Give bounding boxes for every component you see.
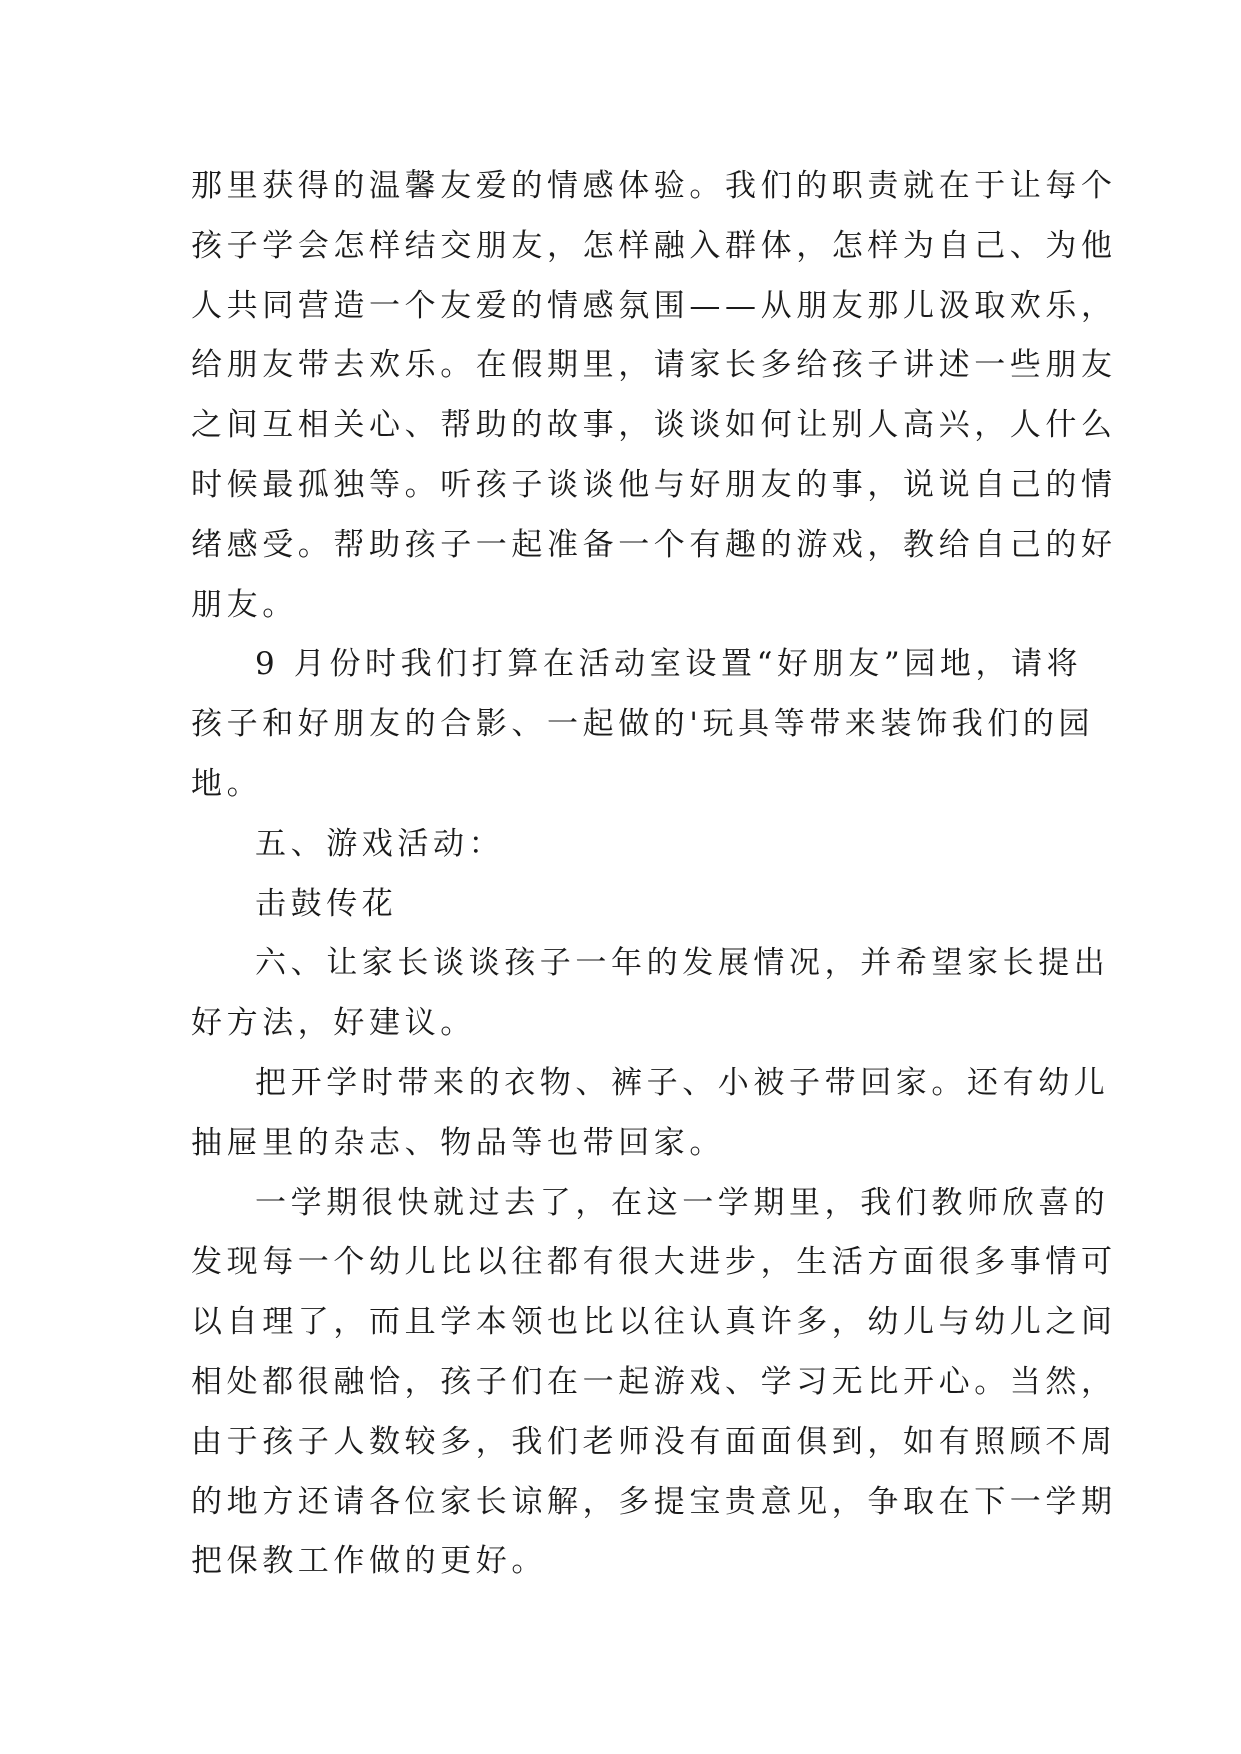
text-line: 时候最孤独等。听孩子谈谈他与好朋友的事，说说自己的情 bbox=[191, 466, 1117, 503]
text-line: 把保教工作做的更好。 bbox=[191, 1543, 547, 1580]
text-line: 那里获得的温馨友爱的情感体验。我们的职责就在于让每个 bbox=[191, 168, 1117, 204]
text-line: 孩子学会怎样结交朋友，怎样融入群体，怎样为自己、为他 bbox=[191, 227, 1117, 264]
text-line: 之间互相关心、帮助的故事，谈谈如何让别人高兴，人什么 bbox=[191, 407, 1117, 444]
text-line: 好方法，好建议。 bbox=[191, 1005, 476, 1042]
section-heading: 五、游戏活动： bbox=[255, 825, 505, 862]
text-line: 朋友。 bbox=[191, 586, 298, 623]
text-line: 发现每一个幼儿比以往都有很大进步，生活方面很多事情可 bbox=[191, 1244, 1117, 1281]
text-line: 抽屉里的杂志、物品等也带回家。 bbox=[191, 1124, 725, 1161]
paragraph-start-line: 一学期很快就过去了，在这一学期里，我们教师欣喜的 bbox=[255, 1184, 1110, 1221]
paragraph-start-line: 9 月份时我们打算在活动室设置“好朋友”园地，请将 bbox=[255, 646, 1083, 683]
document-body bbox=[191, 157, 1117, 1592]
text-line: 绪感受。帮助孩子一起准备一个有趣的游戏，教给自己的好 bbox=[191, 526, 1117, 563]
text-line: 人共同营造一个友爱的情感氛围——从朋友那儿汲取欢乐， bbox=[191, 287, 1117, 324]
text-line: 孩子和好朋友的合影、一起做的'玩具等带来装饰我们的园 bbox=[191, 706, 1095, 743]
text-line: 相处都很融恰，孩子们在一起游戏、学习无比开心。当然， bbox=[191, 1363, 1117, 1400]
text-line: 给朋友带去欢乐。在假期里，请家长多给孩子讲述一些朋友 bbox=[191, 347, 1117, 384]
paragraph-start-line: 把开学时带来的衣物、裤子、小被子带回家。还有幼儿 bbox=[255, 1064, 1110, 1101]
text-line: 地。 bbox=[191, 765, 263, 802]
text-line: 由于孩子人数较多，我们老师没有面面俱到，如有照顾不周 bbox=[191, 1423, 1117, 1460]
text-line: 以自理了，而且学本领也比以往认真许多，幼儿与幼儿之间 bbox=[191, 1304, 1117, 1341]
activity-name: 击鼓传花 bbox=[255, 885, 398, 922]
section-heading: 六、让家长谈谈孩子一年的发展情况，并希望家长提出 bbox=[255, 945, 1110, 982]
text-line: 的地方还请各位家长谅解，多提宝贵意见，争取在下一学期 bbox=[191, 1483, 1117, 1520]
